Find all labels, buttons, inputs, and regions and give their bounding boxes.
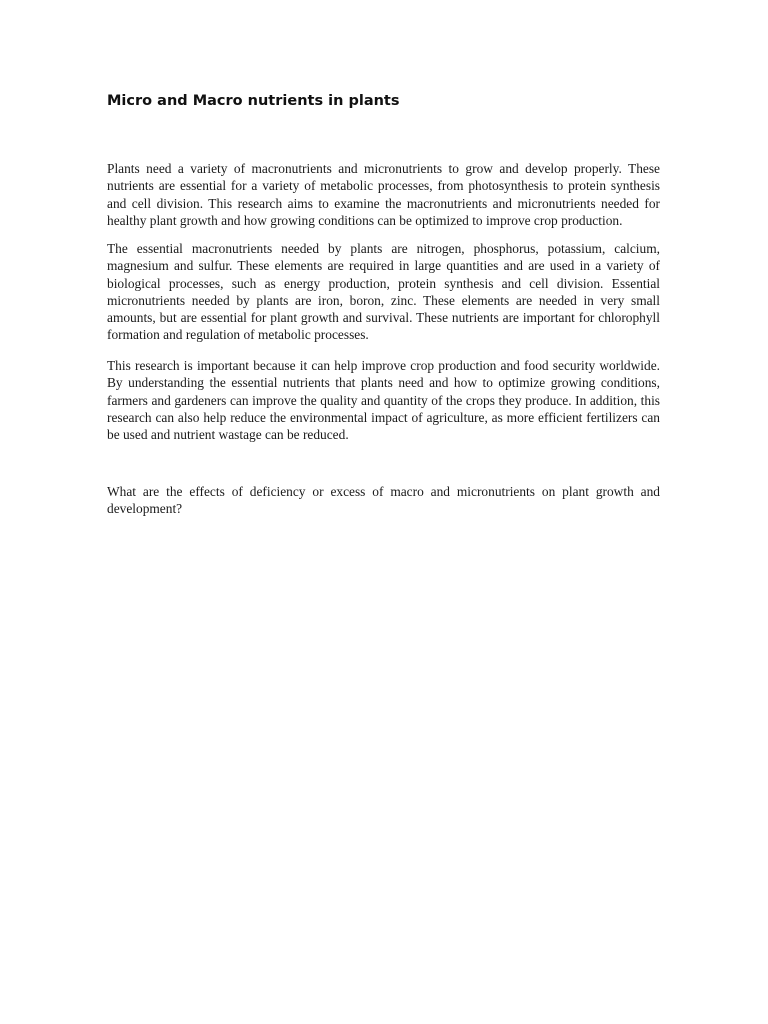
document-title: Micro and Macro nutrients in plants — [107, 93, 400, 109]
research-question: What are the effects of deficiency or excess of macro and micronutrients on plant growth and development? — [107, 484, 660, 517]
nutrients-paragraph: The essential macronutrients needed by plants are nitrogen, phosphorus, potassium, calcium, magnesium and sulfur. These elements are required in large quantities and are used in a variety of biological processes, such as energy production, protein synthesis and cell division. Essential micronutrients needed by plants are iron, boron, zinc. These elements are needed in very small amounts, but are essential for plant growth and survival. These nutrients are important for chlorophyll formation and regulation of metabolic processes. — [107, 241, 660, 343]
importance-paragraph: This research is important because it can help improve crop production and food security worldwide. By understanding the essential nutrients that plants need and how to optimize growing conditions, farmers and gardeners can improve the quality and quantity of the crops they produce. In addition, this research can also help reduce the environmental impact of agriculture, as more efficient fertilizers can be used and nutrient wastage can be reduced. — [107, 358, 660, 443]
intro-paragraph: Plants need a variety of macronutrients and micronutrients to grow and develop properly. These nutrients are essential for a variety of metabolic processes, from photosynthesis to protein synthesis and cell division. This research aims to examine the macronutrients and micronutrients needed for healthy plant growth and how growing conditions can be optimized to improve crop production. — [107, 161, 660, 228]
